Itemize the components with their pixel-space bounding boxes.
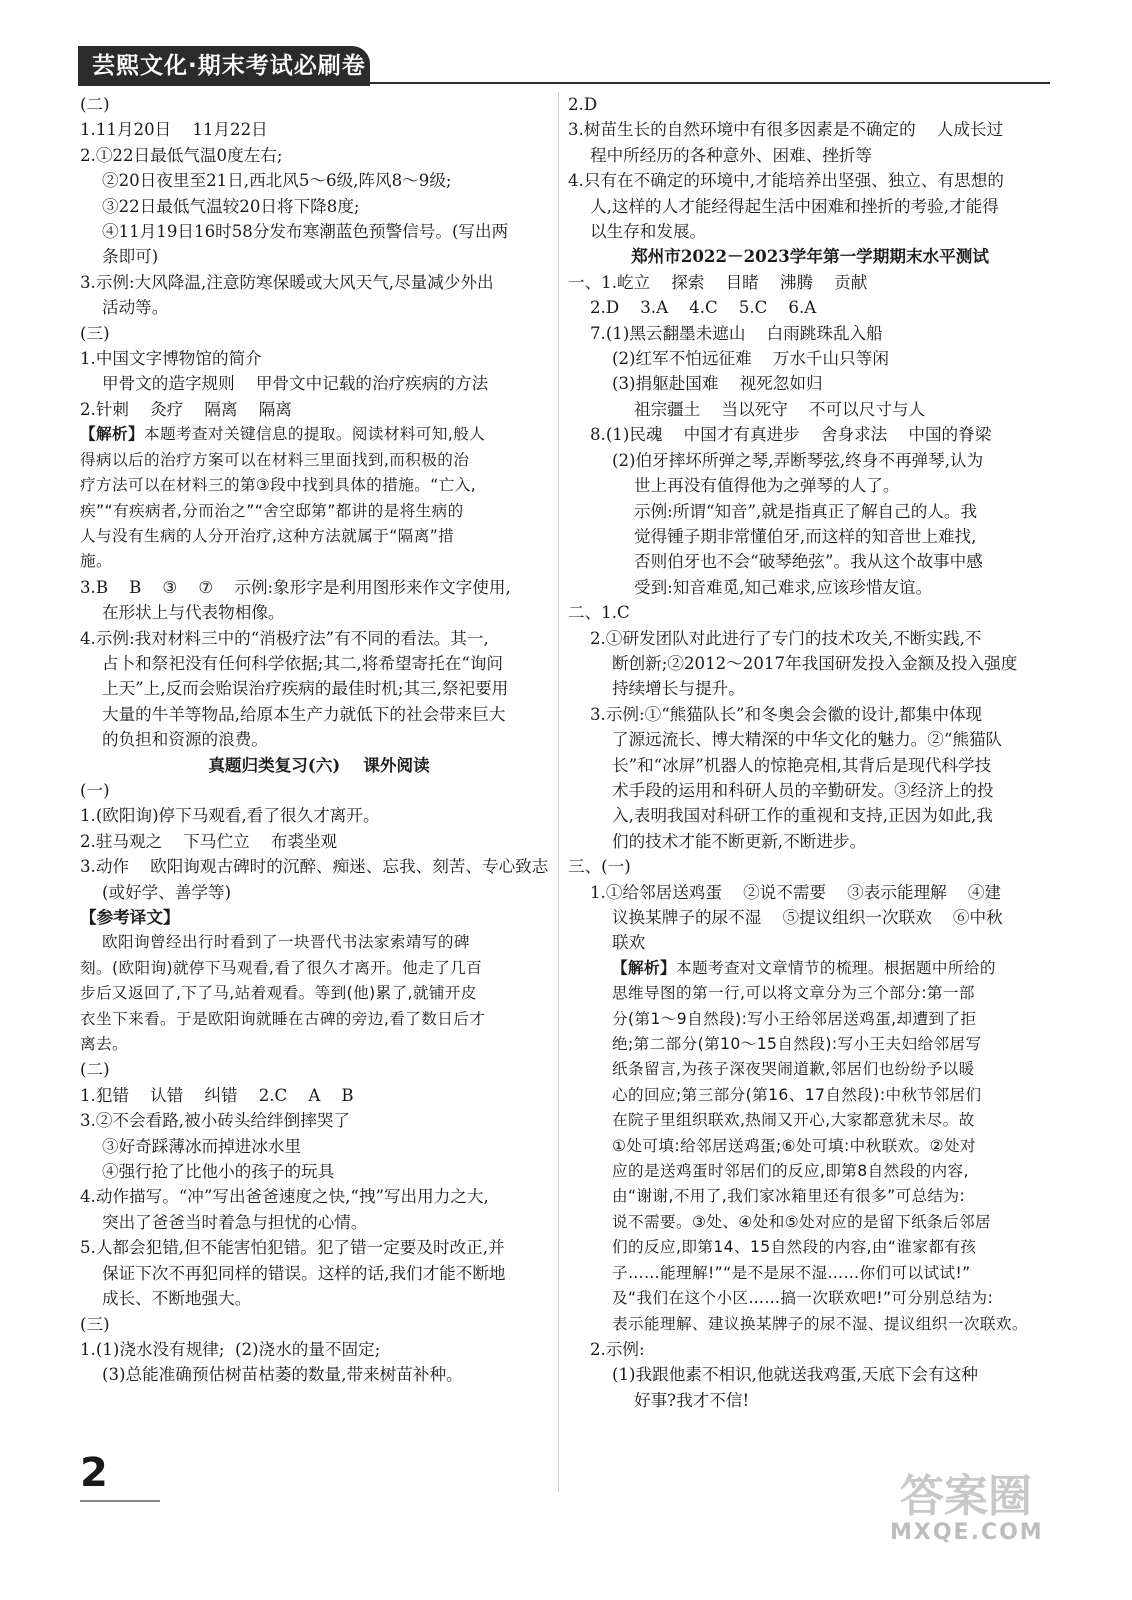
text-line [568,448,1052,473]
line-text: 3.示例:大风降温,注意防寒保暖或大风天气,尽量减少外出 [80,272,494,292]
line-text: 的负担和资源的浪费。 [102,730,268,750]
line-text: (二) [80,1060,110,1080]
text-line [80,905,558,930]
text-line [568,244,1052,269]
line-text: 离去。 [80,1035,128,1054]
text-line [568,956,1052,981]
text-line [80,219,558,244]
line-text: 示例:所谓“知音”,就是指真正了解自己的人。我 [634,501,978,521]
text-line [80,1134,558,1159]
line-text: 了源远流长、博大精深的中华文化的魅力。②“熊猫队 [612,730,1003,750]
text-line [80,1362,558,1387]
line-text: 3.②不会看路,被小砖头给绊倒摔哭了 [80,1111,351,1131]
header-banner [78,46,370,86]
line-text: 突出了爸爸当时着急与担忧的心情。 [102,1212,368,1232]
text-line [568,1159,1052,1184]
line-text: ③好奇踩薄冰而掉进冰水里 [102,1136,302,1156]
line-text: 5.人都会犯错,但不能害怕犯错。犯了错一定要及时改正,并 [80,1238,505,1258]
line-text: 说不需要。③处、④处和⑤处对应的是留下纸条后邻居 [612,1212,992,1231]
line-text: 3.B B ③ ⑦ 示例:象形字是利用图形来作文字使用, [80,577,511,597]
line-text: 子……能理解!”“是不是尿不湿……你们可以试试!” [612,1263,971,1282]
text-line [568,829,1052,854]
text-line [80,727,558,752]
watermark-url: MXQE.COM [890,1520,1044,1545]
text-line [568,270,1052,295]
text-line [80,1159,558,1184]
line-text: 在形状上与代表物相像。 [102,603,285,623]
text-line [568,1286,1052,1311]
line-text: 4.只有在不确定的环境中,才能培养出坚强、独立、有思想的 [568,171,1004,191]
text-line [568,1312,1052,1337]
line-text: 1.11月20日 11月22日 [80,120,268,140]
line-text: 二、1.C [568,603,630,623]
text-line [568,397,1052,422]
text-line [568,1108,1052,1133]
line-text: 程中所经历的各种意外、困难、挫折等 [590,145,873,165]
text-line [568,1261,1052,1286]
text-line [568,702,1052,727]
text-line [80,168,558,193]
line-text: 绝;第二部分(第10～15自然段):写小王夫妇给邻居写 [612,1035,982,1054]
line-text: 们的反应,即第14、15自然段的内容,由“谁家都有孩 [612,1238,977,1257]
header-title: 芸熙文化·期末考试必刷卷 [92,53,366,79]
line-text: 3.树苗生长的自然环境中有很多因素是不确定的 人成长过 [568,120,1004,140]
text-line [80,753,558,778]
text-line [568,651,1052,676]
line-text: 占卜和祭祀没有任何科学依据;其二,将希望寄托在“询问 [102,653,504,673]
line-text: 应的是送鸡蛋时邻居们的反应,即第8自然段的内容, [612,1162,969,1181]
analysis-tag: 【解析】 [612,958,676,977]
line-text: 8.(1)民魂 中国才有真进步 舍身求法 中国的脊梁 [590,425,992,445]
text-line [80,321,558,346]
text-line [568,473,1052,498]
text-line [568,1007,1052,1032]
text-line [568,803,1052,828]
header-rule [370,82,1050,84]
text-line [568,854,1052,879]
line-text: 纸条留言,为孩子深夜哭闹道歉,邻居们也纷纷予以暖 [612,1060,975,1079]
line-text: 1.(1)浇水没有规律; (2)浇水的量不固定; [80,1339,381,1359]
line-text: (三) [80,1314,110,1334]
line-text: 们的技术才能不断更新,不断进步。 [612,831,867,851]
text-line [568,295,1052,320]
line-text: 大量的牛羊等物品,给原本生产力就低下的社会带来巨大 [102,704,506,724]
text-line [568,371,1052,396]
line-text: 世上再没有值得他为之弹琴的人了。 [634,476,900,496]
line-text: 本题考查对关键信息的提取。阅读材料可知,般人 [143,425,486,444]
line-text: 以生存和发展。 [590,222,707,242]
line-text: 觉得锺子期非常懂伯牙,而这样的知音世上难找, [634,526,977,546]
text-line [568,778,1052,803]
line-text: (1)我跟他素不相识,他就送我鸡蛋,天底下会有这种 [612,1365,978,1385]
text-line [80,575,558,600]
text-line [80,1057,558,1082]
text-line [568,1388,1052,1413]
text-line [80,1007,558,1032]
line-text: (3)捐躯赴国难 视死忽如归 [612,374,823,394]
line-text: 2.示例: [590,1339,645,1359]
footer-rule [80,1500,160,1502]
line-text: 联欢 [612,933,646,953]
text-line [80,778,558,803]
text-line [80,244,558,269]
text-line [80,1108,558,1133]
line-text: 2.D 3.A 4.C 5.C 6.A [590,298,817,318]
line-text: ①处可填:给邻居送鸡蛋;⑥处可填:中秋联欢。②处对 [612,1136,976,1155]
line-text: 由“谢谢,不用了,我们家冰箱里还有很多”可总结为: [612,1187,966,1206]
text-line [80,1032,558,1057]
text-line [80,194,558,219]
text-line [568,1134,1052,1159]
line-text: 好事?我才不信! [634,1390,750,1410]
line-text: 1.犯错 认错 纠错 2.C A B [80,1085,354,1105]
text-line [80,600,558,625]
line-text: 保证下次不再犯同样的错误。这样的话,我们才能不断地 [102,1263,506,1283]
text-line [568,194,1052,219]
line-text: 欧阳询曾经出行时看到了一块晋代书法家索靖写的碑 [102,933,470,952]
line-text: 祖宗疆土 当以死守 不可以尺寸与人 [634,399,926,419]
line-text: 入,表明我国对科研工作的重视和支持,正因为如此,我 [612,806,993,826]
line-text: 甲骨文的造字规则 甲骨文中记载的治疗疾病的方法 [102,374,489,394]
text-line [80,829,558,854]
line-text: 分(第1～9自然段):写小王给邻居送鸡蛋,却遭到了拒 [612,1009,977,1028]
column-divider [558,92,559,1492]
text-line [568,1083,1052,1108]
line-text: 受到:知音难觅,知己难求,应该珍惜友谊。 [634,577,933,597]
line-text: 一、1.屹立 探索 目睹 沸腾 贡献 [568,272,868,292]
line-text: 表示能理解、建议换某牌子的尿不湿、提议组织一次联欢。 [612,1314,1028,1333]
line-text: (二) [80,95,110,114]
line-text: 持续增长与提升。 [612,679,745,699]
line-text: (2)红军不怕远征难 万水千山只等闲 [612,349,889,369]
line-text: 2.D [568,95,598,114]
line-text: 4.动作描写。“冲”写出爸爸速度之快,“拽”写出用力之大, [80,1187,489,1207]
line-text: 人,这样的人才能经得起生活中困难和挫折的考验,才能得 [590,196,999,216]
line-text: 2.针刺 灸疗 隔离 隔离 [80,399,292,419]
line-text: 步后又返回了,下了马,站着观看。等到(他)累了,就铺开皮 [80,984,477,1003]
text-line [80,473,558,498]
text-line [568,905,1052,930]
right-column [568,92,1052,1413]
line-text: 施。 [80,552,112,571]
text-line [568,1337,1052,1362]
line-text: 议换某牌子的尿不湿 ⑤提议组织一次联欢 ⑥中秋 [612,908,1003,927]
line-text: 疾”“有疾病者,分而治之”“舍空邸第”都讲的是将生病的 [80,501,464,520]
text-line [568,753,1052,778]
text-line [568,1210,1052,1235]
line-text: ④强行抢了比他小的孩子的玩具 [102,1162,335,1182]
text-line [80,880,558,905]
text-line [568,1184,1052,1209]
line-text: 4.示例:我对材料三中的“消极疗法”有不同的看法。其一, [80,628,489,648]
text-line [568,524,1052,549]
line-text: 1.中国文字博物馆的简介 [80,349,262,369]
line-text: 三、(一) [568,857,631,877]
text-line [80,956,558,981]
text-line [80,143,558,168]
text-line [568,499,1052,524]
text-line [80,651,558,676]
text-line [568,422,1052,447]
line-text: 否则伯牙也不会“破琴绝弦”。我从这个故事中感 [634,552,983,572]
line-text: 在院子里组织联欢,热闹又开心,大家都意犹未尽。故 [612,1111,975,1130]
text-line [80,981,558,1006]
text-line [80,1337,558,1362]
text-line [80,1235,558,1260]
text-line [568,549,1052,574]
text-line [568,880,1052,905]
text-line [80,803,558,828]
text-line [80,270,558,295]
text-line [568,575,1052,600]
text-line [568,1235,1052,1260]
text-line [568,321,1052,346]
line-text: ②20日夜里至21日,西北风5～6级,阵风8～9级; [102,171,452,191]
text-line [80,626,558,651]
text-line [568,168,1052,193]
line-text: 真题归类复习(六) 课外阅读 [208,754,430,775]
text-line [80,676,558,701]
line-text: 思维导图的第一行,可以将文章分为三个部分:第一部 [612,984,975,1003]
text-line [80,1210,558,1235]
line-text: 7.(1)黑云翻墨未遮山 白雨跳珠乱入船 [590,323,883,343]
text-line [568,219,1052,244]
text-line [568,676,1052,701]
line-text: (2)伯牙摔坏所弹之琴,弄断琴弦,终身不再弹琴,认为 [612,450,984,470]
text-line [80,448,558,473]
analysis-tag: 【解析】 [80,425,144,444]
left-column [80,92,558,1388]
text-line [80,499,558,524]
text-line [80,117,558,142]
text-line [80,1184,558,1209]
text-line [80,702,558,727]
text-line [568,143,1052,168]
text-line [80,1261,558,1286]
text-line [568,117,1052,142]
line-text: 本题考查对文章情节的梳理。根据题中所给的 [675,958,996,977]
line-text: 断创新;②2012～2017年我国研发投入金额及投入强度 [612,653,1018,673]
line-text: ④11月19日16时58分发布寒潮蓝色预警信号。(写出两 [102,222,509,242]
page-number: 2 [80,1450,108,1496]
text-line [80,92,558,117]
text-line [80,397,558,422]
line-text: 心的回应;第三部分(第16、17自然段):中秋节邻居们 [612,1085,982,1104]
text-line [568,1057,1052,1082]
line-text: (3)总能准确预估树苗枯萎的数量,带来树苗补种。 [102,1365,463,1385]
line-text: 疗方法可以在材料三的第③段中找到具体的措施。“亡入, [80,476,477,495]
text-line [80,1083,558,1108]
line-text: 郑州市2022－2023学年第一学期期末水平测试 [631,246,989,267]
line-text: 长”和“冰屏”机器人的惊艳亮相,其背后是现代科学技 [612,755,992,775]
text-line [568,727,1052,752]
text-line [568,1032,1052,1057]
text-line [80,1312,558,1337]
line-text: 2.驻马观之 下马伫立 布裘坐观 [80,831,338,851]
line-text: 刻。(欧阳询)就停下马观看,看了很久才离开。他走了几百 [80,958,483,977]
line-text: (三) [80,323,110,343]
text-line [568,92,1052,117]
text-line [80,1286,558,1311]
text-line [80,549,558,574]
line-text: 及“我们在这个小区……搞一次联欢吧!”可分别总结为: [612,1289,994,1308]
text-line [80,346,558,371]
line-text: ③22日最低气温较20日将下降8度; [102,196,360,216]
text-line [568,1362,1052,1387]
line-text: 术手段的运用和科研人员的辛勤研发。③经济上的投 [612,780,994,800]
text-line [568,346,1052,371]
line-text: 【参考译文】 [80,907,180,927]
line-text: 得病以后的治疗方案可以在材料三里面找到,而积极的治 [80,450,470,469]
text-line [80,930,558,955]
line-text: 活动等。 [102,298,169,318]
line-text: 2.①22日最低气温0度左右; [80,145,283,165]
text-line [80,854,558,879]
text-line [80,524,558,549]
text-line [568,626,1052,651]
line-text: 条即可) [102,247,159,267]
line-text: 1.(欧阳询)停下马观看,看了很久才离开。 [80,806,380,826]
text-line [568,930,1052,955]
line-text: (或好学、善学等) [102,882,232,902]
line-text: 上天”上,反而会贻误治疗疾病的最佳时机;其三,祭祀要用 [102,679,509,699]
line-text: 成长、不断地强大。 [102,1289,252,1309]
text-line [80,371,558,396]
text-line [568,600,1052,625]
text-line [80,295,558,320]
line-text: 1.①给邻居送鸡蛋 ②说不需要 ③表示能理解 ④建 [590,882,1002,902]
line-text: 衣坐下来看。于是欧阳询就睡在古碑的旁边,看了数日后才 [80,1009,486,1028]
watermark-logo: 答案圈 [900,1471,1032,1522]
text-line [80,422,558,447]
text-line [568,981,1052,1006]
line-text: 3.动作 欧阳询观古碑时的沉醉、痴迷、忘我、刻苦、专心致志 [80,857,549,877]
line-text: 人与没有生病的人分开治疗,这种方法就属于“隔离”措 [80,526,455,545]
line-text: 3.示例:①“熊猫队长”和冬奥会会徽的设计,都集中体现 [590,704,983,724]
line-text: 2.①研发团队对此进行了专门的技术攻关,不断实践,不 [590,628,982,648]
line-text: (一) [80,780,110,800]
